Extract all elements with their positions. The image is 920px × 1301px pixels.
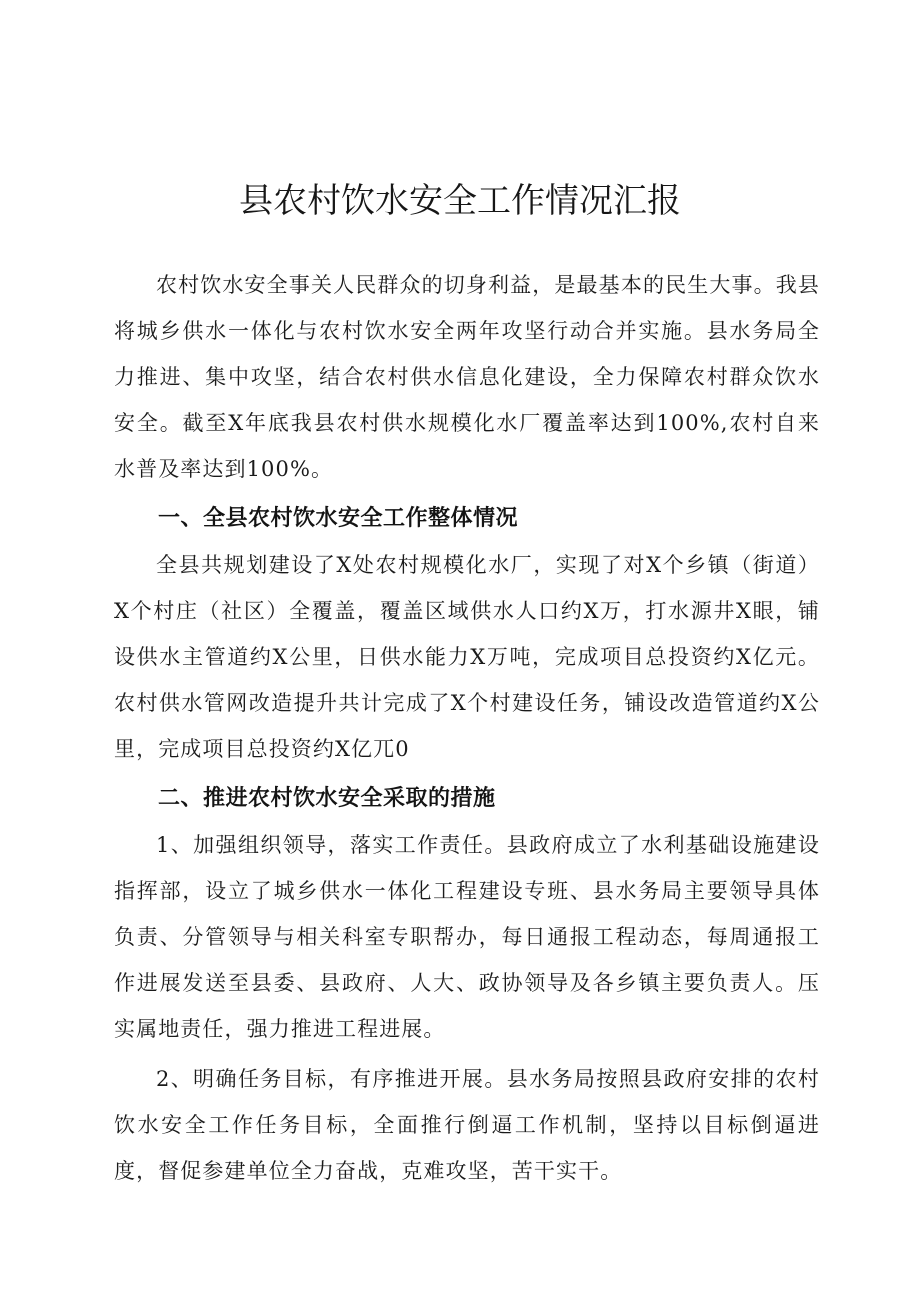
section-2-item-2: 2、明确任务目标，有序推进开展。县水务局按照县政府安排的农村饮水安全工作任务目标，全面推行倒逼工作机制，坚持以目标倒逼进度，督促参建单位全力奋战，克难攻坚，苦干实干。 — [114, 1067, 820, 1183]
section-2-item-1: 1、加强组织领导，落实工作责任。县政府成立了水利基础设施建设指挥部，设立了城乡供水一体化工程建设专班、县水务局主要领导具体负责、分管领导与相关科室专职帮办，每日通报工程动态，每周通报工作进展发送至县委、县政府、人大、政协领导及各乡镇主要负责人。压实属地责任，强力推进工程进展。 — [114, 833, 820, 1041]
section-1-heading: 一、全县农村饮水安全工作整体情况 — [158, 506, 519, 531]
intro-paragraph: 农村饮水安全事关人民群众的切身利益，是最基本的民生大事。我县将城乡供水一体化与农村饮水安全两年攻坚行动合并实施。县水务局全力推进、集中攻坚，结合农村供水信息化建设，全力保障农村群众饮水安全。截至X年底我县农村供水规模化水厂覆盖率达到100%,农村自来水普及率达到100%。 — [114, 273, 820, 481]
section-1-paragraph: 全县共规划建设了X处农村规模化水厂，实现了对X个乡镇（街道）X个村庄（社区）全覆盖，覆盖区域供水人口约X万，打水源井X眼，铺设供水主管道约X公里，日供水能力X万吨，完成项目总投资约X亿元。农村供水管网改造提升共计完成了X个村建设任务，铺设改造管道约X公里，完成项目总投资约X亿兀0 — [114, 553, 820, 761]
document-title: 县农村饮水安全工作情况汇报 — [239, 181, 681, 221]
document-body — [114, 262, 820, 1194]
section-2-heading: 二、推进农村饮水安全采取的措施 — [158, 786, 496, 811]
